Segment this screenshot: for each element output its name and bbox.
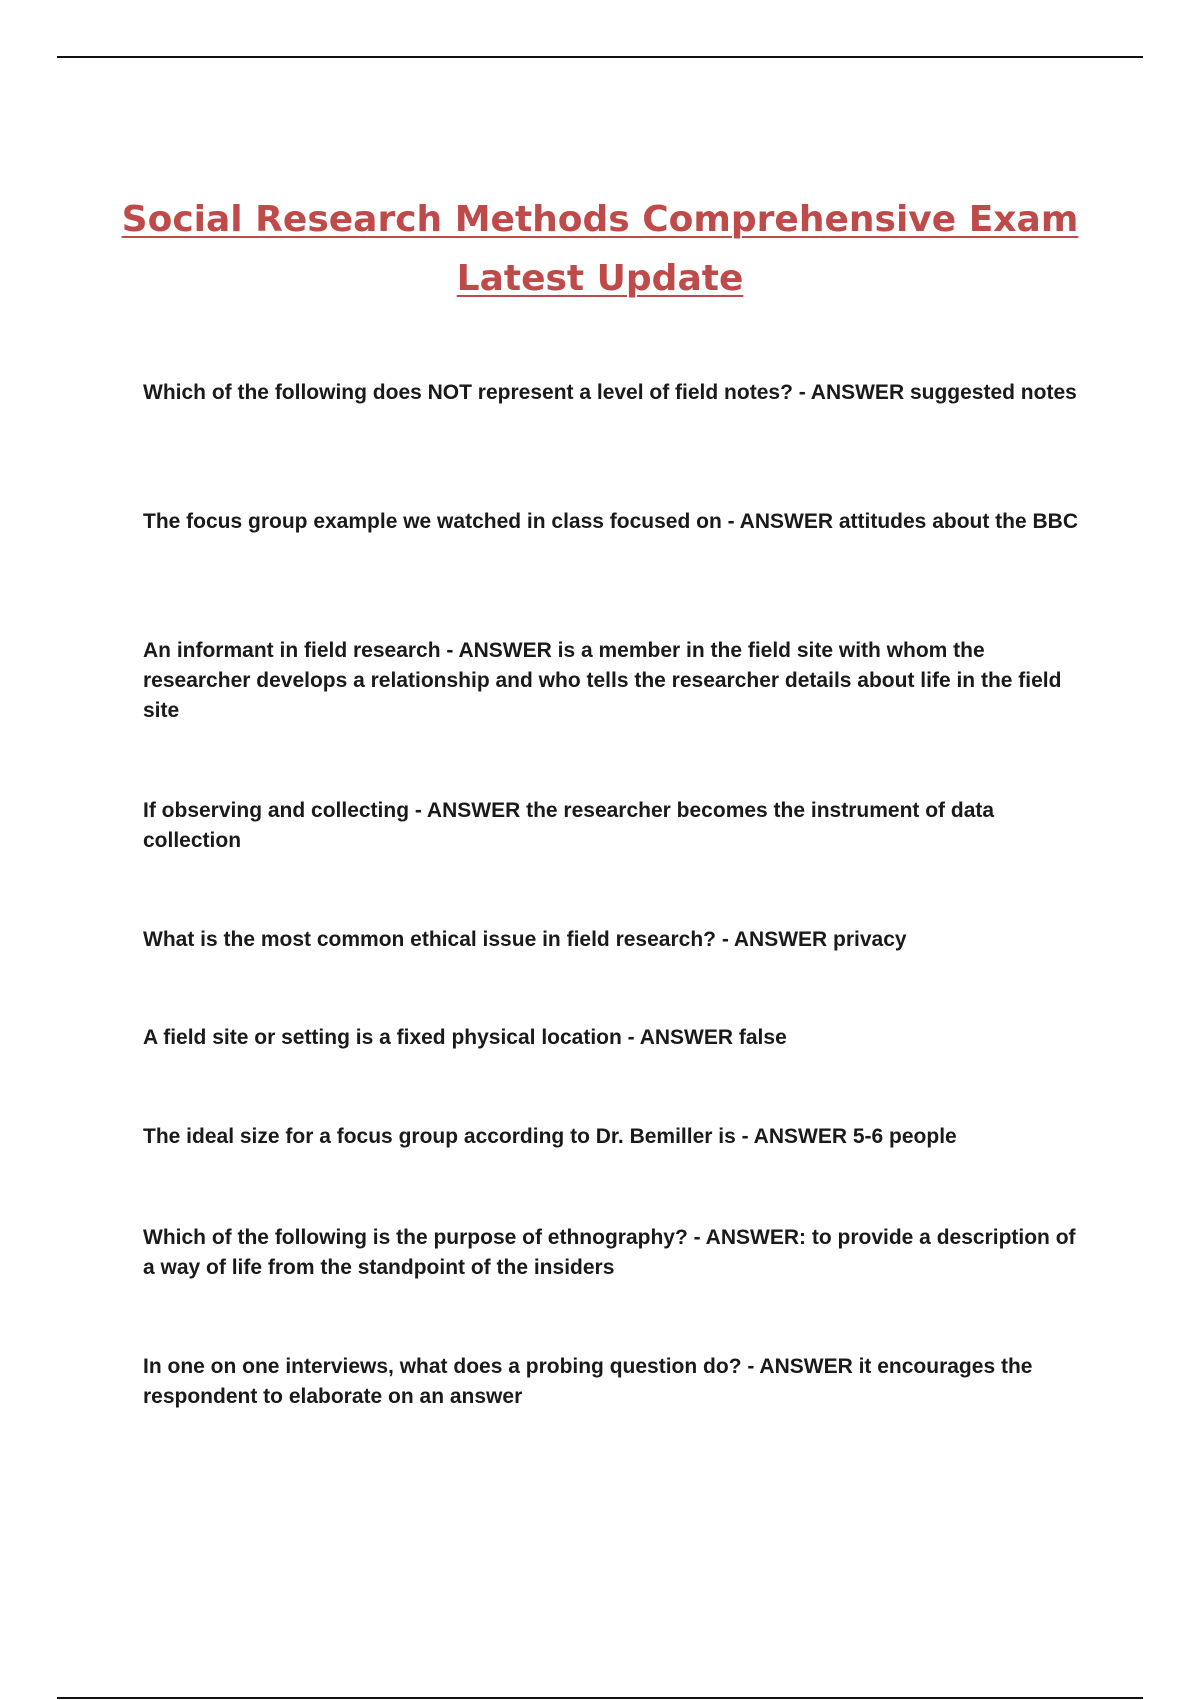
qa-item-4: If observing and collecting - ANSWER the researcher becomes the instrument of data collection bbox=[143, 799, 995, 852]
qa-item-3: An informant in field research - ANSWER is a member in the field site with whom the researcher develops a relationship and who tells the researcher details about life in the field site bbox=[143, 639, 1062, 722]
qa-item-7: The ideal size for a focus group according to Dr. Bemiller is - ANSWER 5-6 people bbox=[143, 1125, 957, 1148]
qa-item-8: Which of the following is the purpose of ethnography? - ANSWER: to provide a description of a way of life from the standpoint of the insiders bbox=[143, 1226, 1076, 1279]
qa-item-5: What is the most common ethical issue in field research? - ANSWER privacy bbox=[143, 928, 907, 951]
qa-item-6: A field site or setting is a fixed physical location - ANSWER false bbox=[143, 1026, 787, 1049]
qa-item-1: Which of the following does NOT represent a level of field notes? - ANSWER suggested notes bbox=[143, 381, 1077, 404]
qa-item-2: The focus group example we watched in class focused on - ANSWER attitudes about the BBC bbox=[143, 510, 1079, 533]
qa-item-9: In one on one interviews, what does a probing question do? - ANSWER it encourages the respondent to elaborate on an answer bbox=[143, 1355, 1033, 1408]
top-rule bbox=[57, 56, 1143, 58]
title-line-2: Latest Update bbox=[456, 258, 744, 299]
title-line-1: Social Research Methods Comprehensive Exam bbox=[121, 199, 1079, 240]
document-title bbox=[120, 190, 1080, 308]
bottom-rule bbox=[57, 1697, 1143, 1699]
